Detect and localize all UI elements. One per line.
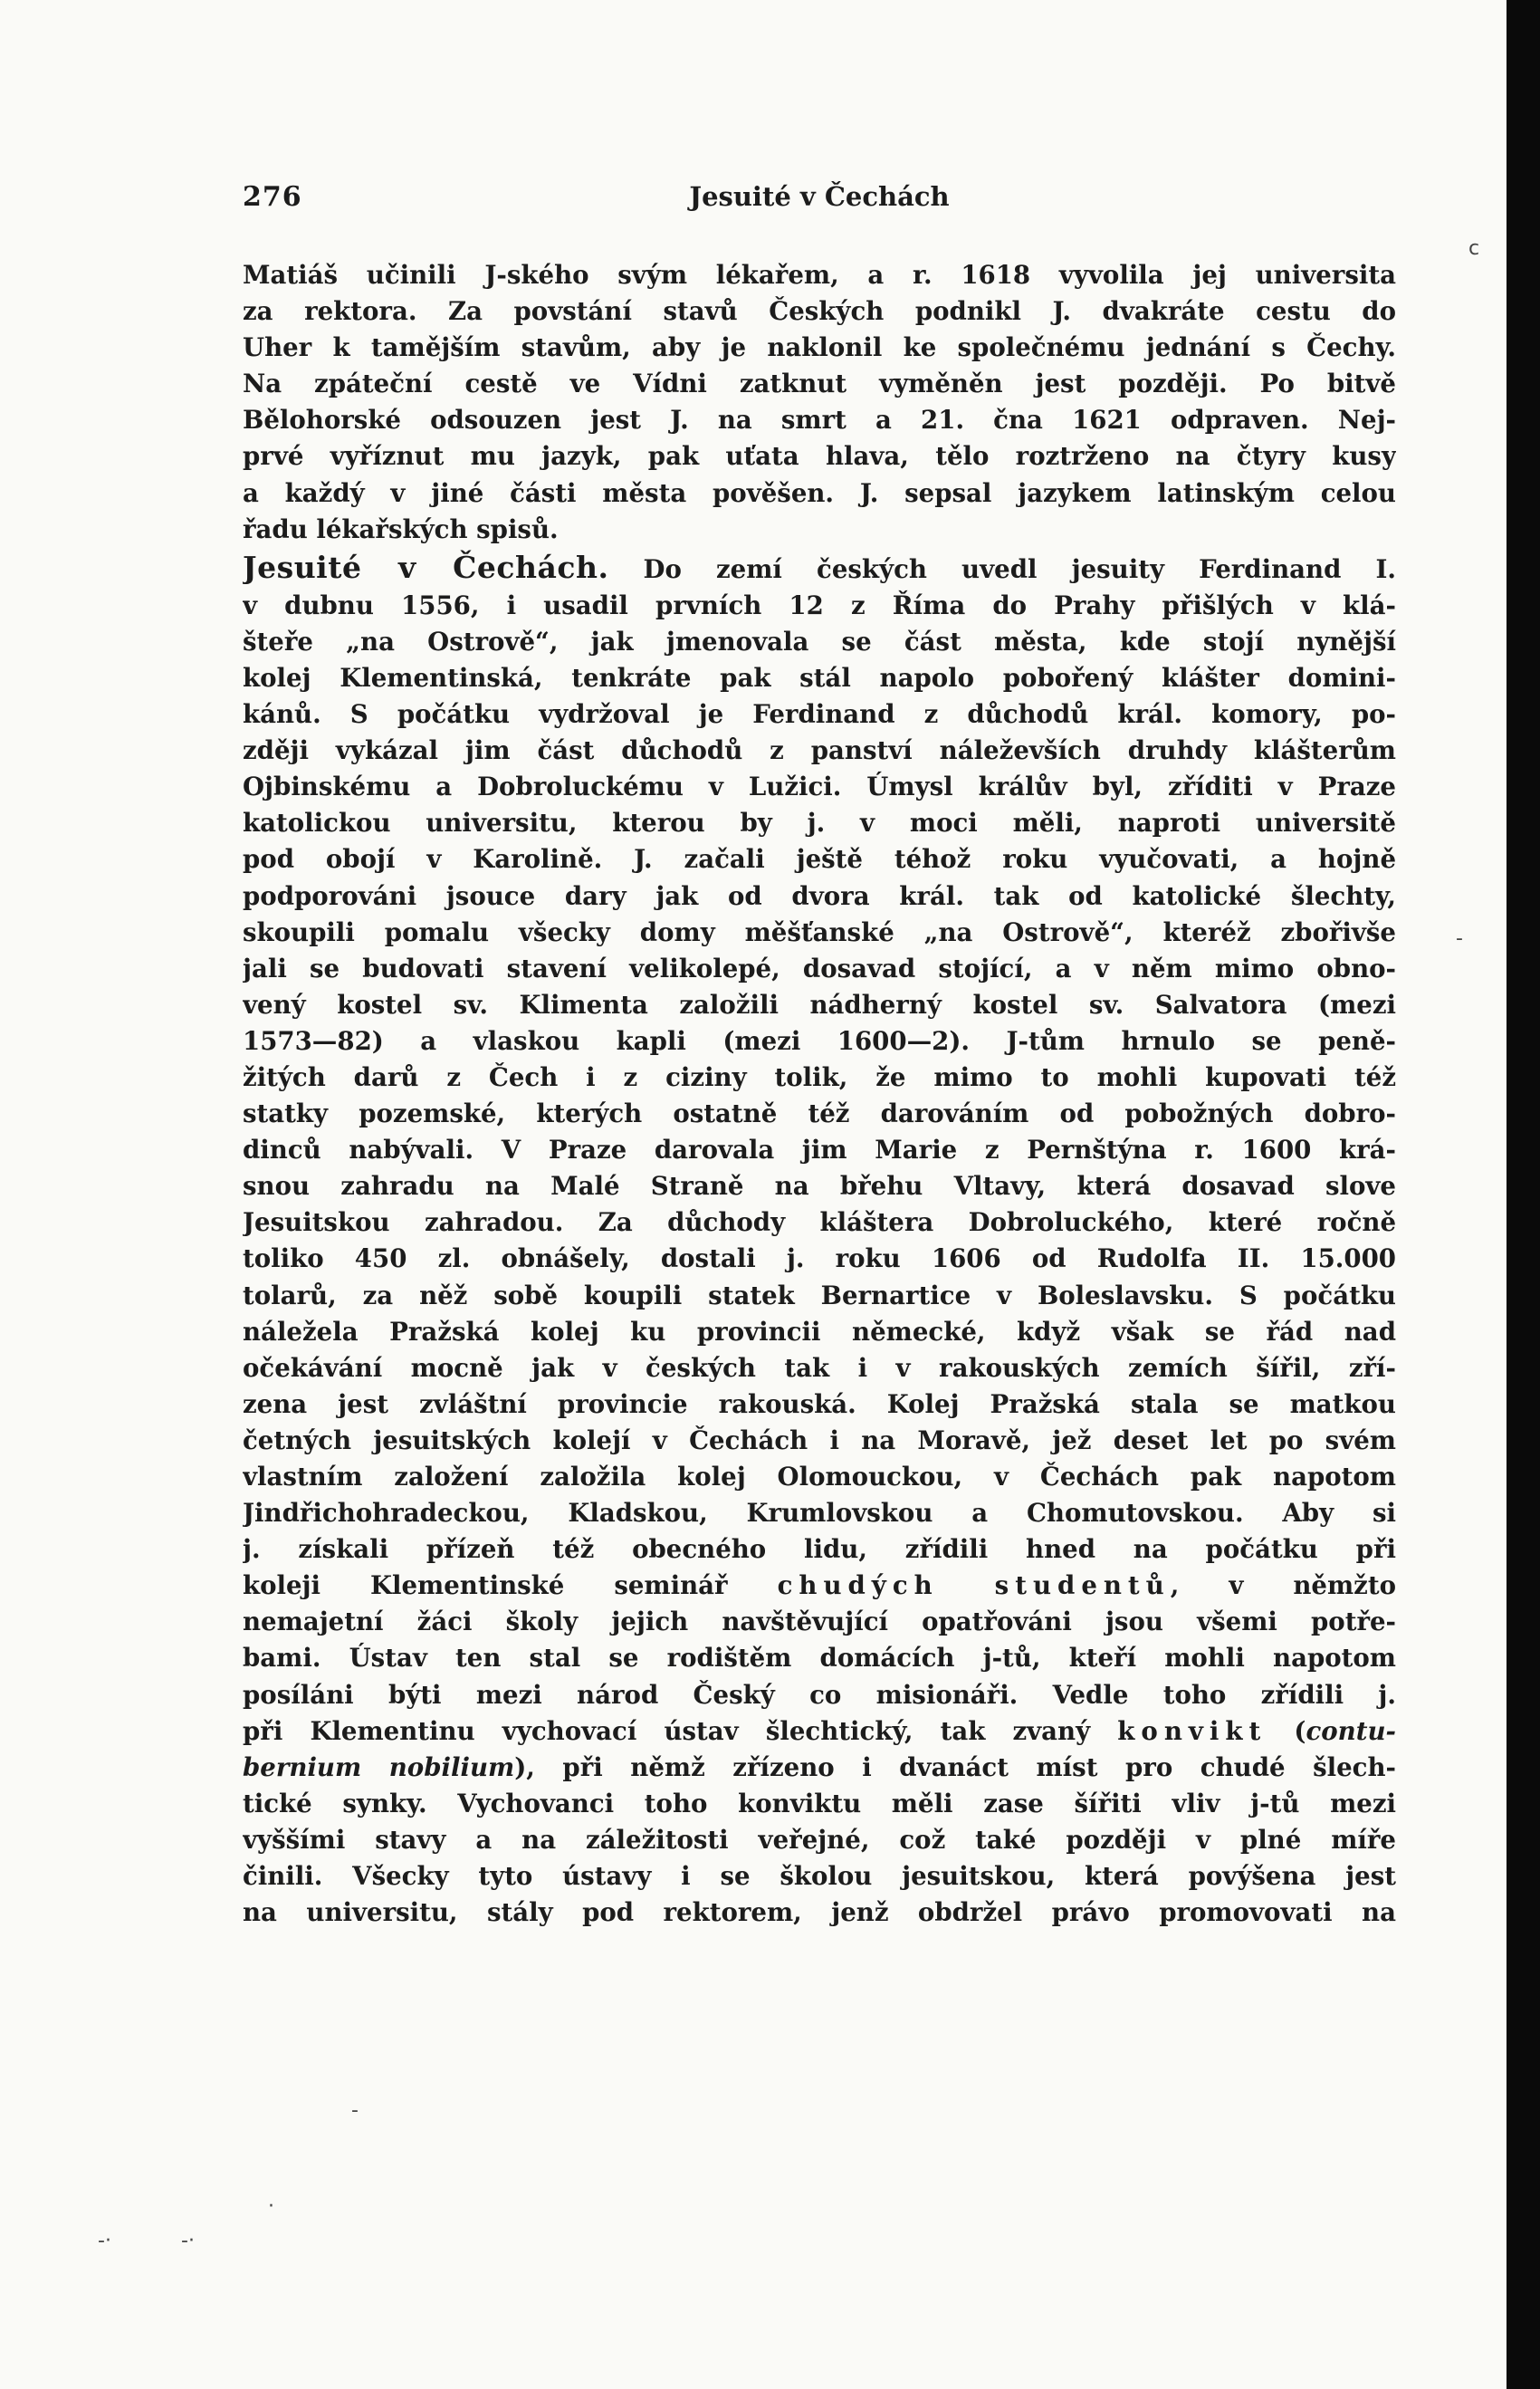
text-line — [243, 1858, 1396, 1895]
line-text: Jesuitskou zahradou. Za důchody kláštera Dobroluckého, které ročně — [243, 1207, 1396, 1238]
text-line — [243, 1386, 1396, 1423]
line-text: řadu lékařských spisů. — [243, 513, 559, 544]
text-line — [243, 987, 1396, 1023]
line-text: bami. Ústav ten stal se rodištěm domácích j-tů, kteří mohli napotom — [243, 1643, 1396, 1674]
text-line — [243, 1168, 1396, 1204]
line-text: pod obojí v Karolině. J. začali ještě téhož roku vyučovati, a hojně — [243, 844, 1396, 875]
line-text: a každý v jiné části města pověšen. J. sepsal jazykem latinským celou — [243, 477, 1396, 508]
line-text: Matiáš učinili J-ského svým lékařem, a r. 1618 vyvolila jej universita — [243, 260, 1396, 290]
text-line — [243, 588, 1396, 624]
line-text: tolarů, za něž sobě koupili statek Bernartice v Boleslavsku. S počátku — [243, 1280, 1396, 1310]
text-line — [243, 1750, 1396, 1786]
text-line — [243, 1350, 1396, 1386]
line-text: Uher k tamějším stavům, aby je naklonil ke společnému jednání s Čechy. — [243, 332, 1396, 363]
text-line — [243, 438, 1396, 475]
text-line — [243, 402, 1396, 438]
line-text: jali se budovati stavení velikolepé, dosavad stojící, a v něm mimo obno- — [243, 953, 1396, 983]
text-line — [243, 915, 1396, 951]
line-text: dinců nabývali. V Praze darovala jim Marie z Pernštýna r. 1600 krá- — [243, 1135, 1396, 1166]
line-text: koleji Klementinské seminář — [243, 1570, 778, 1601]
line-text: náležela Pražská kolej ku provincii německé, když však se řád nad — [243, 1316, 1396, 1347]
line-text: zena jest zvláštní provincie rakouská. Kolej Pražská stala se matkou — [243, 1388, 1396, 1419]
text-line — [243, 1132, 1396, 1168]
text-line — [243, 512, 1396, 548]
line-text: nemajetní žáci školy jejich navštěvující opatřováni jsou všemi potře- — [243, 1607, 1396, 1637]
stray-mark: · — [268, 2195, 274, 2218]
line-text: 1573—82) a vlaskou kapli (mezi 1600—2). J-tům hrnulo se peně- — [243, 1025, 1396, 1056]
text-line — [243, 1096, 1396, 1132]
line-text: kolej Klementinská, tenkráte pak stál napolo pobořený klášter domini- — [243, 662, 1396, 693]
margin-mark: - — [1456, 927, 1463, 950]
stray-mark: -· — [181, 2230, 195, 2252]
stray-mark: -· — [98, 2230, 111, 2252]
text-line — [243, 330, 1396, 366]
line-text: šteře „na Ostrově“, jak jmenovala se část města, kde stojí nynější — [243, 626, 1396, 657]
stray-mark: - — [351, 2099, 359, 2122]
line-text: Ojbinskému a Dobroluckému v Lužici. Úmysl králův byl, zříditi v Praze — [243, 772, 1396, 802]
encyclopedia-entry-text — [243, 257, 1396, 1931]
line-text: při Klementinu vychovací ústav šlechtický, tak zvaný — [243, 1715, 1118, 1746]
text-line — [243, 1822, 1396, 1858]
line-text: vlastním založení založila kolej Olomouckou, v Čechách pak napotom — [243, 1462, 1396, 1492]
text-line — [243, 1895, 1396, 1931]
latin-term: bernium nobilium — [243, 1751, 515, 1782]
line-text: žitých darů z Čech i z ciziny tolik, že mimo to mohli kupovati též — [243, 1061, 1396, 1092]
line-text: zději vykázal jim část důchodů z panství náleževších druhdy klášterům — [243, 735, 1396, 766]
text-line — [243, 1495, 1396, 1531]
line-text: Jindřichohradeckou, Kladskou, Krumlovskou a Chomutovskou. Aby si — [243, 1498, 1396, 1529]
text-line — [243, 293, 1396, 330]
text-line — [243, 1604, 1396, 1640]
text-line — [243, 1023, 1396, 1060]
line-text: v dubnu 1556, i usadil prvních 12 z Říma do Prahy přišlých v klá- — [243, 590, 1396, 620]
text-line — [243, 1640, 1396, 1676]
line-text: na universitu, stály pod rektorem, jenž obdržel právo promovovati na — [243, 1897, 1396, 1928]
text-line — [243, 951, 1396, 987]
line-text: posíláni býti mezi národ Český co misionáři. Vedle toho zřídili j. — [243, 1679, 1396, 1710]
line-text: prvé vyříznut mu jazyk, pak uťata hlava, tělo roztrženo na čtyry kusy — [243, 441, 1396, 472]
latin-term: contu- — [1306, 1715, 1396, 1746]
page-header — [243, 181, 1396, 221]
entry-heading: Jesuité v Čechách. — [243, 549, 609, 585]
text-line — [243, 1060, 1396, 1096]
line-text-after: ), při němž zřízeno i dvanáct míst pro chudé šlech- — [514, 1751, 1396, 1782]
line-text: vený kostel sv. Klimenta založili nádherný kostel sv. Salvatora (mezi — [243, 989, 1396, 1020]
text-line — [243, 1204, 1396, 1241]
text-line — [243, 805, 1396, 841]
scan-edge — [1507, 0, 1540, 2389]
text-line — [243, 841, 1396, 878]
line-text: toliko 450 zl. obnášely, dostali j. roku 1606 od Rudolfa II. 15.000 — [243, 1243, 1396, 1274]
text-line — [243, 1531, 1396, 1568]
line-text-after: ( — [1267, 1715, 1306, 1746]
line-text: Do zemí českých uvedl jesuity Ferdinand I. — [608, 553, 1396, 584]
running-title: Jesuité v Čechách — [689, 181, 950, 212]
line-text-after: , v němžto — [1170, 1570, 1396, 1601]
margin-mark: c — [1468, 237, 1480, 260]
text-line — [243, 878, 1396, 915]
line-text: podporováni jsouce dary jak od dvora král. tak od katolické šlechty, — [243, 880, 1396, 911]
text-line — [243, 1278, 1396, 1314]
line-text: četných jesuitských kolejí v Čechách i na Moravě, jež deset let po svém — [243, 1425, 1396, 1455]
text-line — [243, 366, 1396, 402]
line-text: Na zpáteční cestě ve Vídni zatknut vyměněn jest později. Po bitvě — [243, 369, 1396, 399]
text-line — [243, 548, 1396, 588]
page-number: 276 — [243, 181, 302, 213]
line-text: statky pozemské, kterých ostatně též darováním od pobožných dobro- — [243, 1099, 1396, 1129]
line-text: j. získali přízeň též obecného lidu, zřídili hned na počátku při — [243, 1534, 1396, 1565]
line-text: činili. Všecky tyto ústavy i se školou jesuitskou, která povýšena jest — [243, 1861, 1396, 1892]
line-text: katolickou universitu, kterou by j. v moci měli, naproti universitě — [243, 808, 1396, 839]
spaced-emphasis: konvikt — [1117, 1715, 1267, 1746]
text-line — [243, 1241, 1396, 1277]
text-line — [243, 660, 1396, 696]
text-line — [243, 1786, 1396, 1822]
text-line — [243, 1423, 1396, 1459]
line-text: očekávání mocně jak v českých tak i v rakouských zemích šířil, zří- — [243, 1352, 1396, 1383]
text-line — [243, 257, 1396, 293]
text-line — [243, 1713, 1396, 1750]
line-text: snou zahradu na Malé Straně na břehu Vltavy, která dosavad slove — [243, 1171, 1396, 1202]
line-text: skoupili pomalu všecky domy měšťanské „na Ostrově“, kteréž zbořivše — [243, 916, 1396, 947]
text-line — [243, 624, 1396, 660]
text-line — [243, 1459, 1396, 1495]
line-text: kánů. S počátku vydržoval je Ferdinand z důchodů král. komory, po- — [243, 699, 1396, 730]
text-line — [243, 733, 1396, 769]
text-line — [243, 1677, 1396, 1713]
text-line — [243, 769, 1396, 805]
line-text: za rektora. Za povstání stavů Českých podnikl J. dvakráte cestu do — [243, 296, 1396, 327]
line-text: tické synky. Vychovanci toho konviktu měli zase šířiti vliv j-tů mezi — [243, 1788, 1396, 1818]
text-line — [243, 1314, 1396, 1350]
line-text: vyššími stavy a na záležitosti veřejné, což také později v plné míře — [243, 1824, 1396, 1855]
text-line — [243, 1568, 1396, 1604]
spaced-emphasis: chudých studentů — [777, 1570, 1171, 1601]
text-line — [243, 696, 1396, 733]
text-line — [243, 475, 1396, 512]
line-text: Bělohorské odsouzen jest J. na smrt a 21. čna 1621 odpraven. Nej- — [243, 405, 1396, 436]
